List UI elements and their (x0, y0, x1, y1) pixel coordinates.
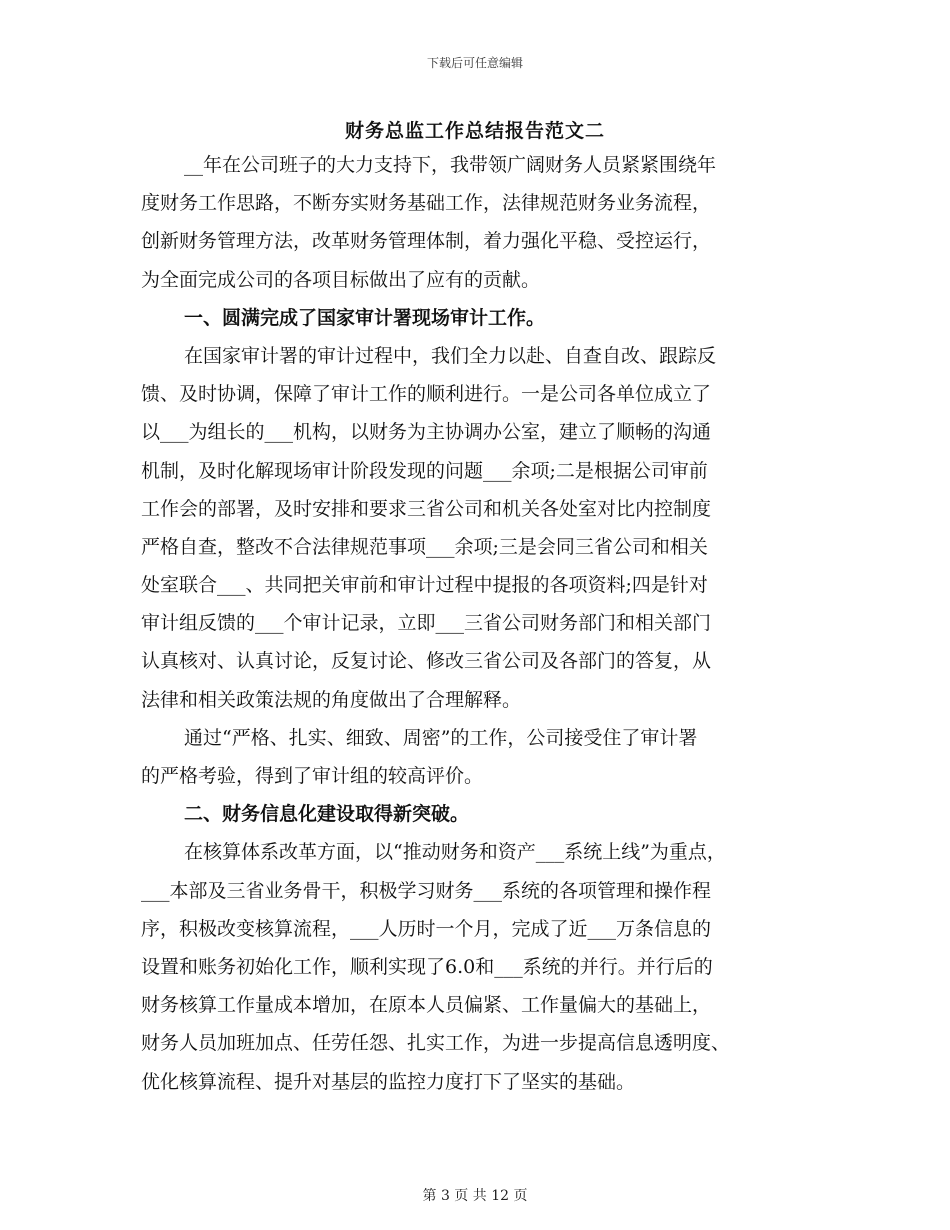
body-text-line: 序，积极改变核算流程，___人历时一个月，完成了近___万条信息的 (141, 917, 712, 940)
page-number: 第 3 页 共 12 页 (422, 1188, 528, 1204)
body-text-line: 在国家审计署的审计过程中，我们全力以赴、自查自改、跟踪反 (184, 344, 717, 367)
body-text-line: 在核算体系改革方面，以“推动财务和资产___系统上线”为重点， (184, 841, 726, 864)
body-text-line: ___本部及三省业务骨干，积极学习财务___系统的各项管理和操作程 (141, 879, 712, 902)
body-text-line: 以___为组长的___机构，以财务为主协调办公室，建立了顺畅的沟通 (141, 421, 712, 444)
body-text-line: 机制，及时化解现场审计阶段发现的问题___余项;二是根据公司审前 (141, 459, 708, 482)
body-text-line: 财务人员加班加点、任劳任怨、扎实工作，为进一步提高信息透明度、 (141, 1032, 731, 1055)
body-text-line: 馈、及时协调，保障了审计工作的顺利进行。一是公司各单位成立了 (141, 383, 712, 406)
section-heading: 二、财务信息化建设取得新突破。 (184, 803, 470, 826)
body-text-line: 财务核算工作量成本增加，在原本人员偏紧、工作量偏大的基础上， (141, 994, 712, 1017)
body-text-line: 认真核对、认真讨论，反复讨论、修改三省公司及各部门的答复，从 (141, 650, 712, 673)
section-heading: 一、圆满完成了国家审计署现场审计工作。 (184, 306, 546, 329)
body-text-line: 工作会的部署，及时安排和要求三省公司和机关各处室对比内控制度 (141, 497, 712, 520)
body-text-line: __年在公司班子的大力支持下，我带领广阔财务人员紧紧围绕年 (184, 154, 717, 176)
body-text-line: 审计组反馈的___个审计记录，立即___三省公司财务部门和相关部门 (141, 612, 712, 635)
body-text-line: 处室联合___、共同把关审前和审计过程中提报的各项资料;四是针对 (141, 574, 708, 597)
body-text-line: 法律和相关政策法规的角度做出了合理解释。 (141, 688, 522, 711)
body-text-line: 通过“严格、扎实、细致、周密”的工作，公司接受住了审计署 (184, 726, 698, 749)
document-body (141, 146, 821, 1101)
document-title: 财务总监工作总结报告范文二 (344, 120, 605, 142)
body-text-line: 优化核算流程、提升对基层的监控力度打下了坚实的基础。 (141, 1070, 636, 1093)
body-text-line: 严格自查，整改不合法律规范事项___余项;三是会同三省公司和相关 (141, 535, 708, 558)
body-text-line: 的严格考验，得到了审计组的较高评价。 (141, 765, 484, 787)
body-text-line: 为全面完成公司的各项目标做出了应有的贡献。 (141, 268, 541, 291)
page-header-note: 下载后可任意编辑 (426, 56, 523, 70)
body-text-line: 设置和账务初始化工作，顺利实现了6.0和___系统的并行。并行后的 (141, 955, 713, 978)
body-text-line: 度财务工作思路，不断夯实财务基础工作，法律规范财务业务流程， (141, 192, 712, 215)
body-text-line: 创新财务管理方法，改革财务管理体制，着力强化平稳、受控运行， (141, 230, 712, 253)
